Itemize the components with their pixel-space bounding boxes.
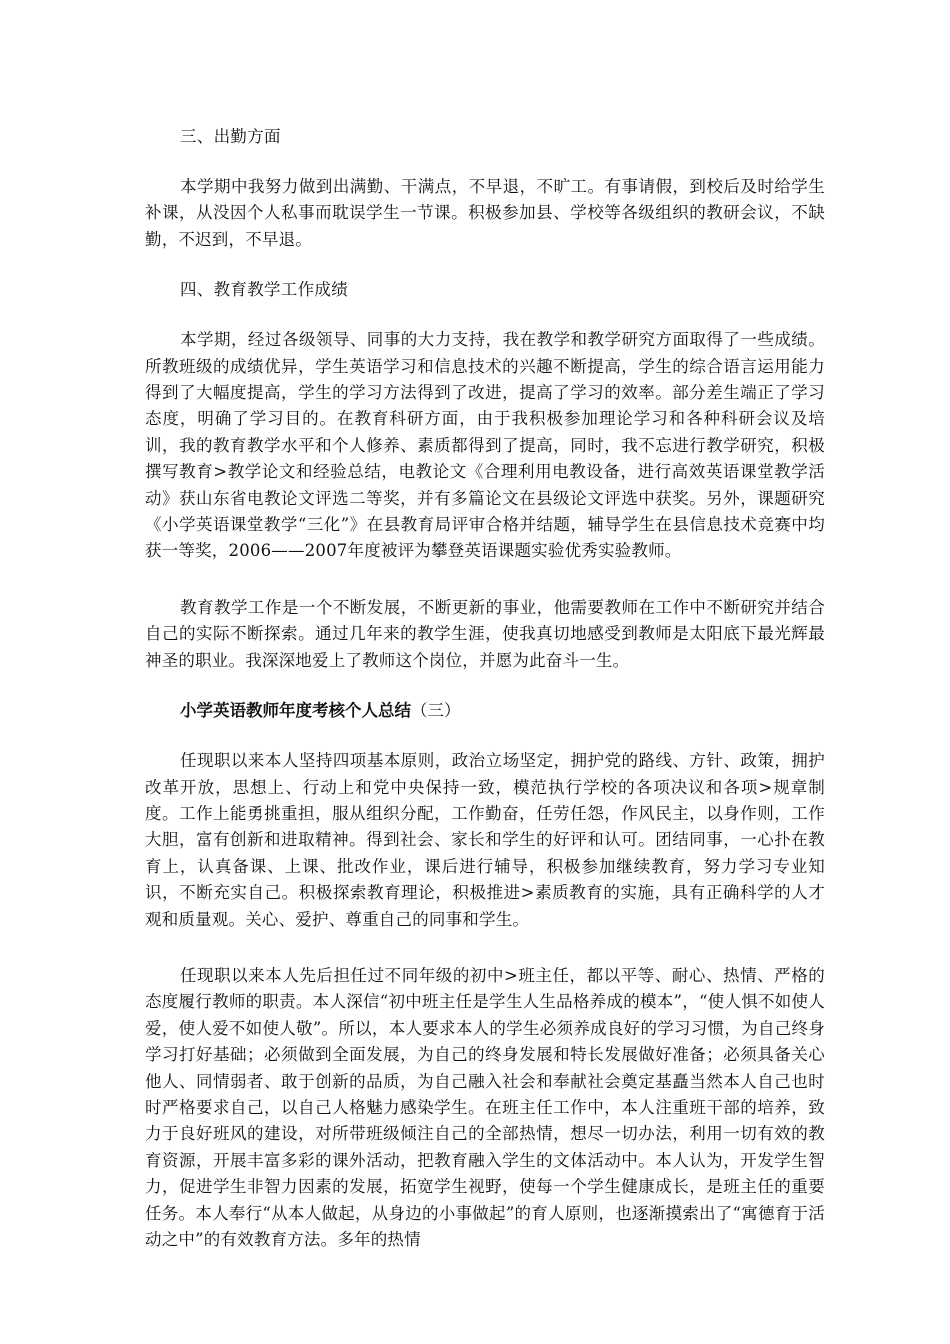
paragraph-closing: 教育教学工作是一个不断发展，不断更新的事业，他需要教师在工作中不断研究并结合自己的实际不断探索。通过几年来的教学生涯，使我真切地感受到教师是太阳底下最光辉最神圣的职业。我深深地爱上了教师这个岗位，并愿为此奋斗一生。 xyxy=(145,597,825,670)
paragraph-part3-1: 任现职以来本人坚持四项基本原则，政治立场坚定，拥护党的路线、方针、政策，拥护改革开放，思想上、行动上和党中央保持一致，模范执行学校的各项决议和各项>规章制度。工作上能勇挑重担，服从组织分配，工作勤奋，任劳任怨，作风民主，以身作则，工作大胆，富有创新和进取精神。得到社会、家长和学生的好评和认可。团结同事，一心扑在教育上，认真备课、上课、批改作业，课后进行辅导，积极参加继续教育，努力学习专业知识，不断充实自己。积极探索教育理论，积极推进>素质教育的实施，具有正确科学的人才观和质量观。关心、爱护、尊重自己的同事和学生。 xyxy=(145,751,825,929)
document-title xyxy=(145,696,825,726)
document-title-main: 小学英语教师年度考核个人总结 xyxy=(180,701,411,721)
section-heading-attendance: 三、出勤方面 xyxy=(180,127,281,146)
document-page xyxy=(145,122,825,1253)
paragraph-attendance: 本学期中我努力做到出满勤、干满点，不早退，不旷工。有事请假，到校后及时给学生补课，从没因个人私事而耽误学生一节课。积极参加县、学校等各级组织的教研会议，不缺勤，不迟到，不早退。 xyxy=(145,177,825,249)
document-title-suffix: （三） xyxy=(411,701,461,721)
paragraph-part3-2: 任现职以来本人先后担任过不同年级的初中>班主任，都以平等、耐心、热情、严格的态度履行教师的职责。本人深信“初中班主任是学生人生品格养成的模本”，“使人惧不如使人爱，使人爱不如使人敬”。所以，本人要求本人的学生必须养成良好的学习习惯，为自己终身学习打好基础；必须做到全面发展，为自己的终身发展和特长发展做好准备；必须具备关心他人、同情弱者、敢于创新的品质，为自己融入社会和奉献社会奠定基矗当然本人自己也时时严格要求自己，以自己人格魅力感染学生。在班主任工作中，本人注重班干部的培养，致力于良好班风的建设，对所带班级倾注自己的全部热情，想尽一切办法，利用一切有效的教育资源，开展丰富多彩的课外活动，把教育融入学生的文体活动中。本人认为，开发学生智力，促进学生非智力因素的发展，拓宽学生视野，使每一个学生健康成长，是班主任的重要任务。本人奉行“从本人做起，从身边的小事做起”的育人原则，也逐渐摸索出了“寓德育于活动之中”的有效教育方法。多年的热情 xyxy=(145,965,825,1249)
paragraph-achievement: 本学期，经过各级领导、同事的大力支持，我在教学和教学研究方面取得了一些成绩。所教班级的成绩优异，学生英语学习和信息技术的兴趣不断提高，学生的综合语言运用能力得到了大幅度提高，学生的学习方法得到了改进，提高了学习的效率。部分差生端正了学习态度，明确了学习目的。在教育科研方面，由于我积极参加理论学习和各种科研会议及培训，我的教育教学水平和个人修养、素质都得到了提高，同时，我不忘进行教学研究，积极撰写教育>教学论文和经验总结，电教论文《合理利用电教设备，进行高效英语课堂教学活动》获山东省电教论文评选二等奖，并有多篇论文在县级论文评选中获奖。另外，课题研究《小学英语课堂教学“三化”》在县教育局评审合格并结题，辅导学生在县信息技术竞赛中均获一等奖，2006——2007年度被评为攀登英语课题实验优秀实验教师。 xyxy=(145,330,825,561)
section-heading-achievement: 四、教育教学工作成绩 xyxy=(180,280,348,300)
